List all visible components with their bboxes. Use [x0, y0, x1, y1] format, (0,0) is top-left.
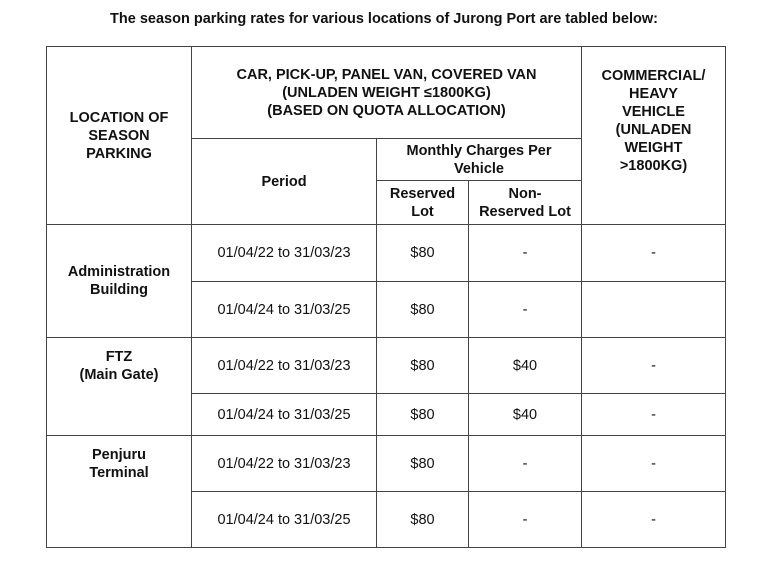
table-row — [47, 436, 726, 492]
non-reserved-cell: - — [469, 225, 582, 282]
commercial-cell: - — [582, 394, 726, 436]
reserved-cell: $80 — [377, 492, 469, 548]
reserved-cell: $80 — [377, 225, 469, 282]
reserved-cell: $80 — [377, 394, 469, 436]
period-cell: 01/04/24 to 31/03/25 — [192, 394, 377, 436]
non-reserved-cell: $40 — [469, 394, 582, 436]
non-reserved-cell: - — [469, 282, 582, 338]
table-row — [47, 225, 726, 282]
non-reserved-cell: - — [469, 492, 582, 548]
header-non-reserved-lot: Non- Reserved Lot — [469, 181, 582, 225]
commercial-cell: - — [582, 338, 726, 394]
reserved-cell: $80 — [377, 282, 469, 338]
period-cell: 01/04/22 to 31/03/23 — [192, 225, 377, 282]
period-cell: 01/04/22 to 31/03/23 — [192, 436, 377, 492]
reserved-cell: $80 — [377, 338, 469, 394]
non-reserved-cell: $40 — [469, 338, 582, 394]
location-cell: Administration Building — [47, 225, 192, 338]
location-cell: Penjuru Terminal — [47, 436, 192, 548]
commercial-cell — [582, 282, 726, 338]
reserved-cell: $80 — [377, 436, 469, 492]
commercial-cell: - — [582, 436, 726, 492]
period-cell: 01/04/24 to 31/03/25 — [192, 282, 377, 338]
header-period: Period — [192, 139, 377, 225]
page-heading: The season parking rates for various locations of Jurong Port are tabled below: — [110, 11, 658, 27]
table-row — [47, 338, 726, 394]
season-parking-rates-table — [46, 46, 726, 548]
commercial-cell: - — [582, 492, 726, 548]
period-cell: 01/04/24 to 31/03/25 — [192, 492, 377, 548]
header-car-group: CAR, PICK-UP, PANEL VAN, COVERED VAN (UNLADEN WEIGHT ≤1800KG) (BASED ON QUOTA ALLOCATION) — [192, 47, 582, 139]
location-cell: FTZ (Main Gate) — [47, 338, 192, 436]
non-reserved-cell: - — [469, 436, 582, 492]
header-monthly-charges: Monthly Charges Per Vehicle — [377, 139, 582, 181]
header-reserved-lot: Reserved Lot — [377, 181, 469, 225]
commercial-cell: - — [582, 225, 726, 282]
header-location: LOCATION OF SEASON PARKING — [47, 47, 192, 225]
period-cell: 01/04/22 to 31/03/23 — [192, 338, 377, 394]
header-commercial-vehicle: COMMERCIAL/ HEAVY VEHICLE (UNLADEN WEIGHT >1800KG) — [582, 47, 726, 225]
